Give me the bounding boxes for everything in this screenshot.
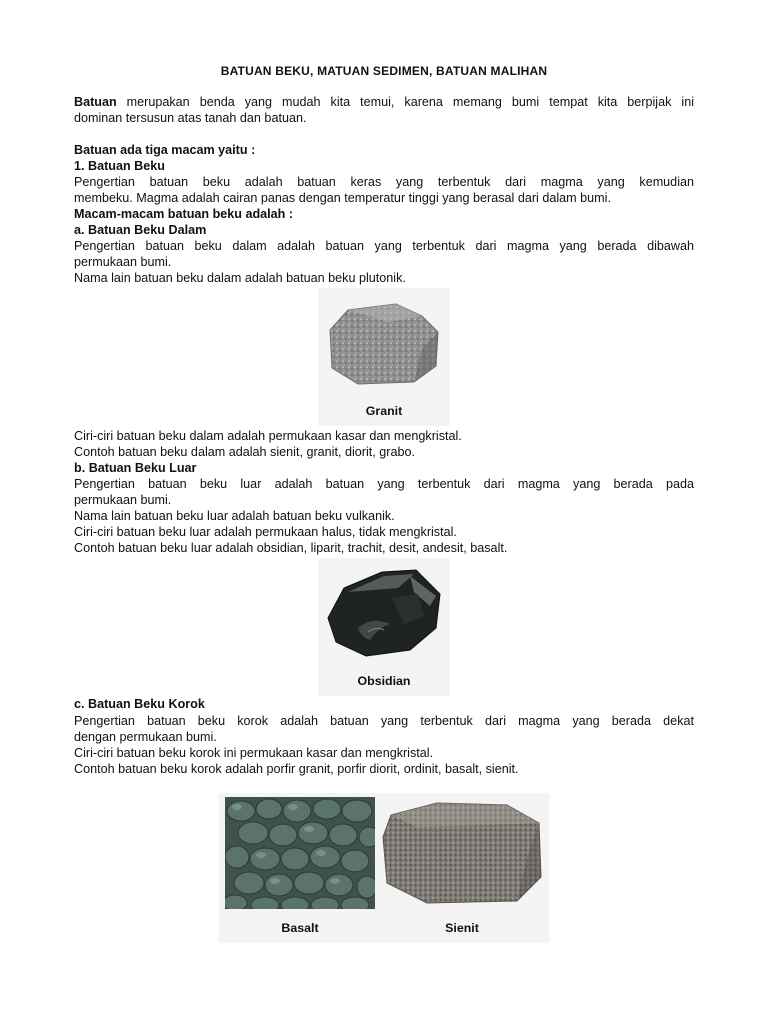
sienit-caption: Sienit xyxy=(445,921,479,935)
macam-heading: Macam-macam batuan beku adalah : xyxy=(74,207,294,221)
luar-ciri: Ciri-ciri batuan beku luar adalah permukaan halus, tidak mengkristal. xyxy=(74,525,457,539)
granit-caption: Granit xyxy=(365,404,403,418)
dalam-heading: a. Batuan Beku Dalam xyxy=(74,223,207,237)
basalt-caption: Basalt xyxy=(281,921,319,935)
document-title: BATUAN BEKU, MATUAN SEDIMEN, BATUAN MALIHAN xyxy=(220,64,548,78)
beku-heading: 1. Batuan Beku xyxy=(74,159,165,173)
luar-definition-line-1: Pengertian batuan beku luar adalah batuan yang terbentuk dari magma yang berada pada xyxy=(74,477,694,491)
intro-bold-term: Batuan xyxy=(74,95,117,109)
luar-heading: b. Batuan Beku Luar xyxy=(74,461,197,475)
dalam-contoh: Contoh batuan beku dalam adalah sienit, granit, diorit, grabo. xyxy=(74,445,415,459)
dalam-definition-line-2: permukaan bumi. xyxy=(74,255,172,269)
beku-definition-line-1: Pengertian batuan beku adalah batuan keras yang terbentuk dari magma yang kemudian xyxy=(74,175,694,189)
granit-figure xyxy=(318,288,450,426)
korok-definition-line-1: Pengertian batuan beku korok adalah batuan yang terbentuk dari magma yang berada dekat xyxy=(74,714,694,728)
beku-definition-line-2: membeku. Magma adalah cairan panas dengan temperatur tinggi yang berasal dari dalam bumi. xyxy=(74,191,611,205)
korok-contoh: Contoh batuan beku korok adalah porfir granit, porfir diorit, ordinit, basalt, sienit. xyxy=(74,762,519,776)
types-heading: Batuan ada tiga macam yaitu : xyxy=(74,143,256,157)
basalt-rock-image xyxy=(225,797,375,909)
intro-line-1-text: merupakan benda yang mudah kita temui, karena memang bumi tempat kita berpijak ini xyxy=(116,95,694,109)
sienit-rock-image xyxy=(377,797,547,909)
basalt-sienit-figure xyxy=(219,793,549,943)
granit-rock-image xyxy=(318,288,450,398)
intro-line-2: dominan tersusun atas tanah dan batuan. xyxy=(74,111,307,125)
dalam-definition-line-1: Pengertian batuan beku dalam adalah batuan yang terbentuk dari magma yang berada dibawah xyxy=(74,239,694,253)
intro-line-1 xyxy=(74,95,694,111)
dalam-ciri: Ciri-ciri batuan beku dalam adalah permukaan kasar dan mengkristal. xyxy=(74,429,462,443)
luar-definition-line-2: permukaan bumi. xyxy=(74,493,172,507)
luar-contoh: Contoh batuan beku luar adalah obsidian, liparit, trachit, desit, andesit, basalt. xyxy=(74,541,508,555)
korok-definition-line-2: dengan permukaan bumi. xyxy=(74,730,217,744)
korok-ciri: Ciri-ciri batuan beku korok ini permukaan kasar dan mengkristal. xyxy=(74,746,434,760)
obsidian-rock-image xyxy=(318,558,450,668)
obsidian-figure xyxy=(318,558,450,696)
korok-heading: c. Batuan Beku Korok xyxy=(74,697,205,711)
luar-alias: Nama lain batuan beku luar adalah batuan beku vulkanik. xyxy=(74,509,395,523)
obsidian-caption: Obsidian xyxy=(357,674,411,688)
dalam-alias: Nama lain batuan beku dalam adalah batuan beku plutonik. xyxy=(74,271,406,285)
